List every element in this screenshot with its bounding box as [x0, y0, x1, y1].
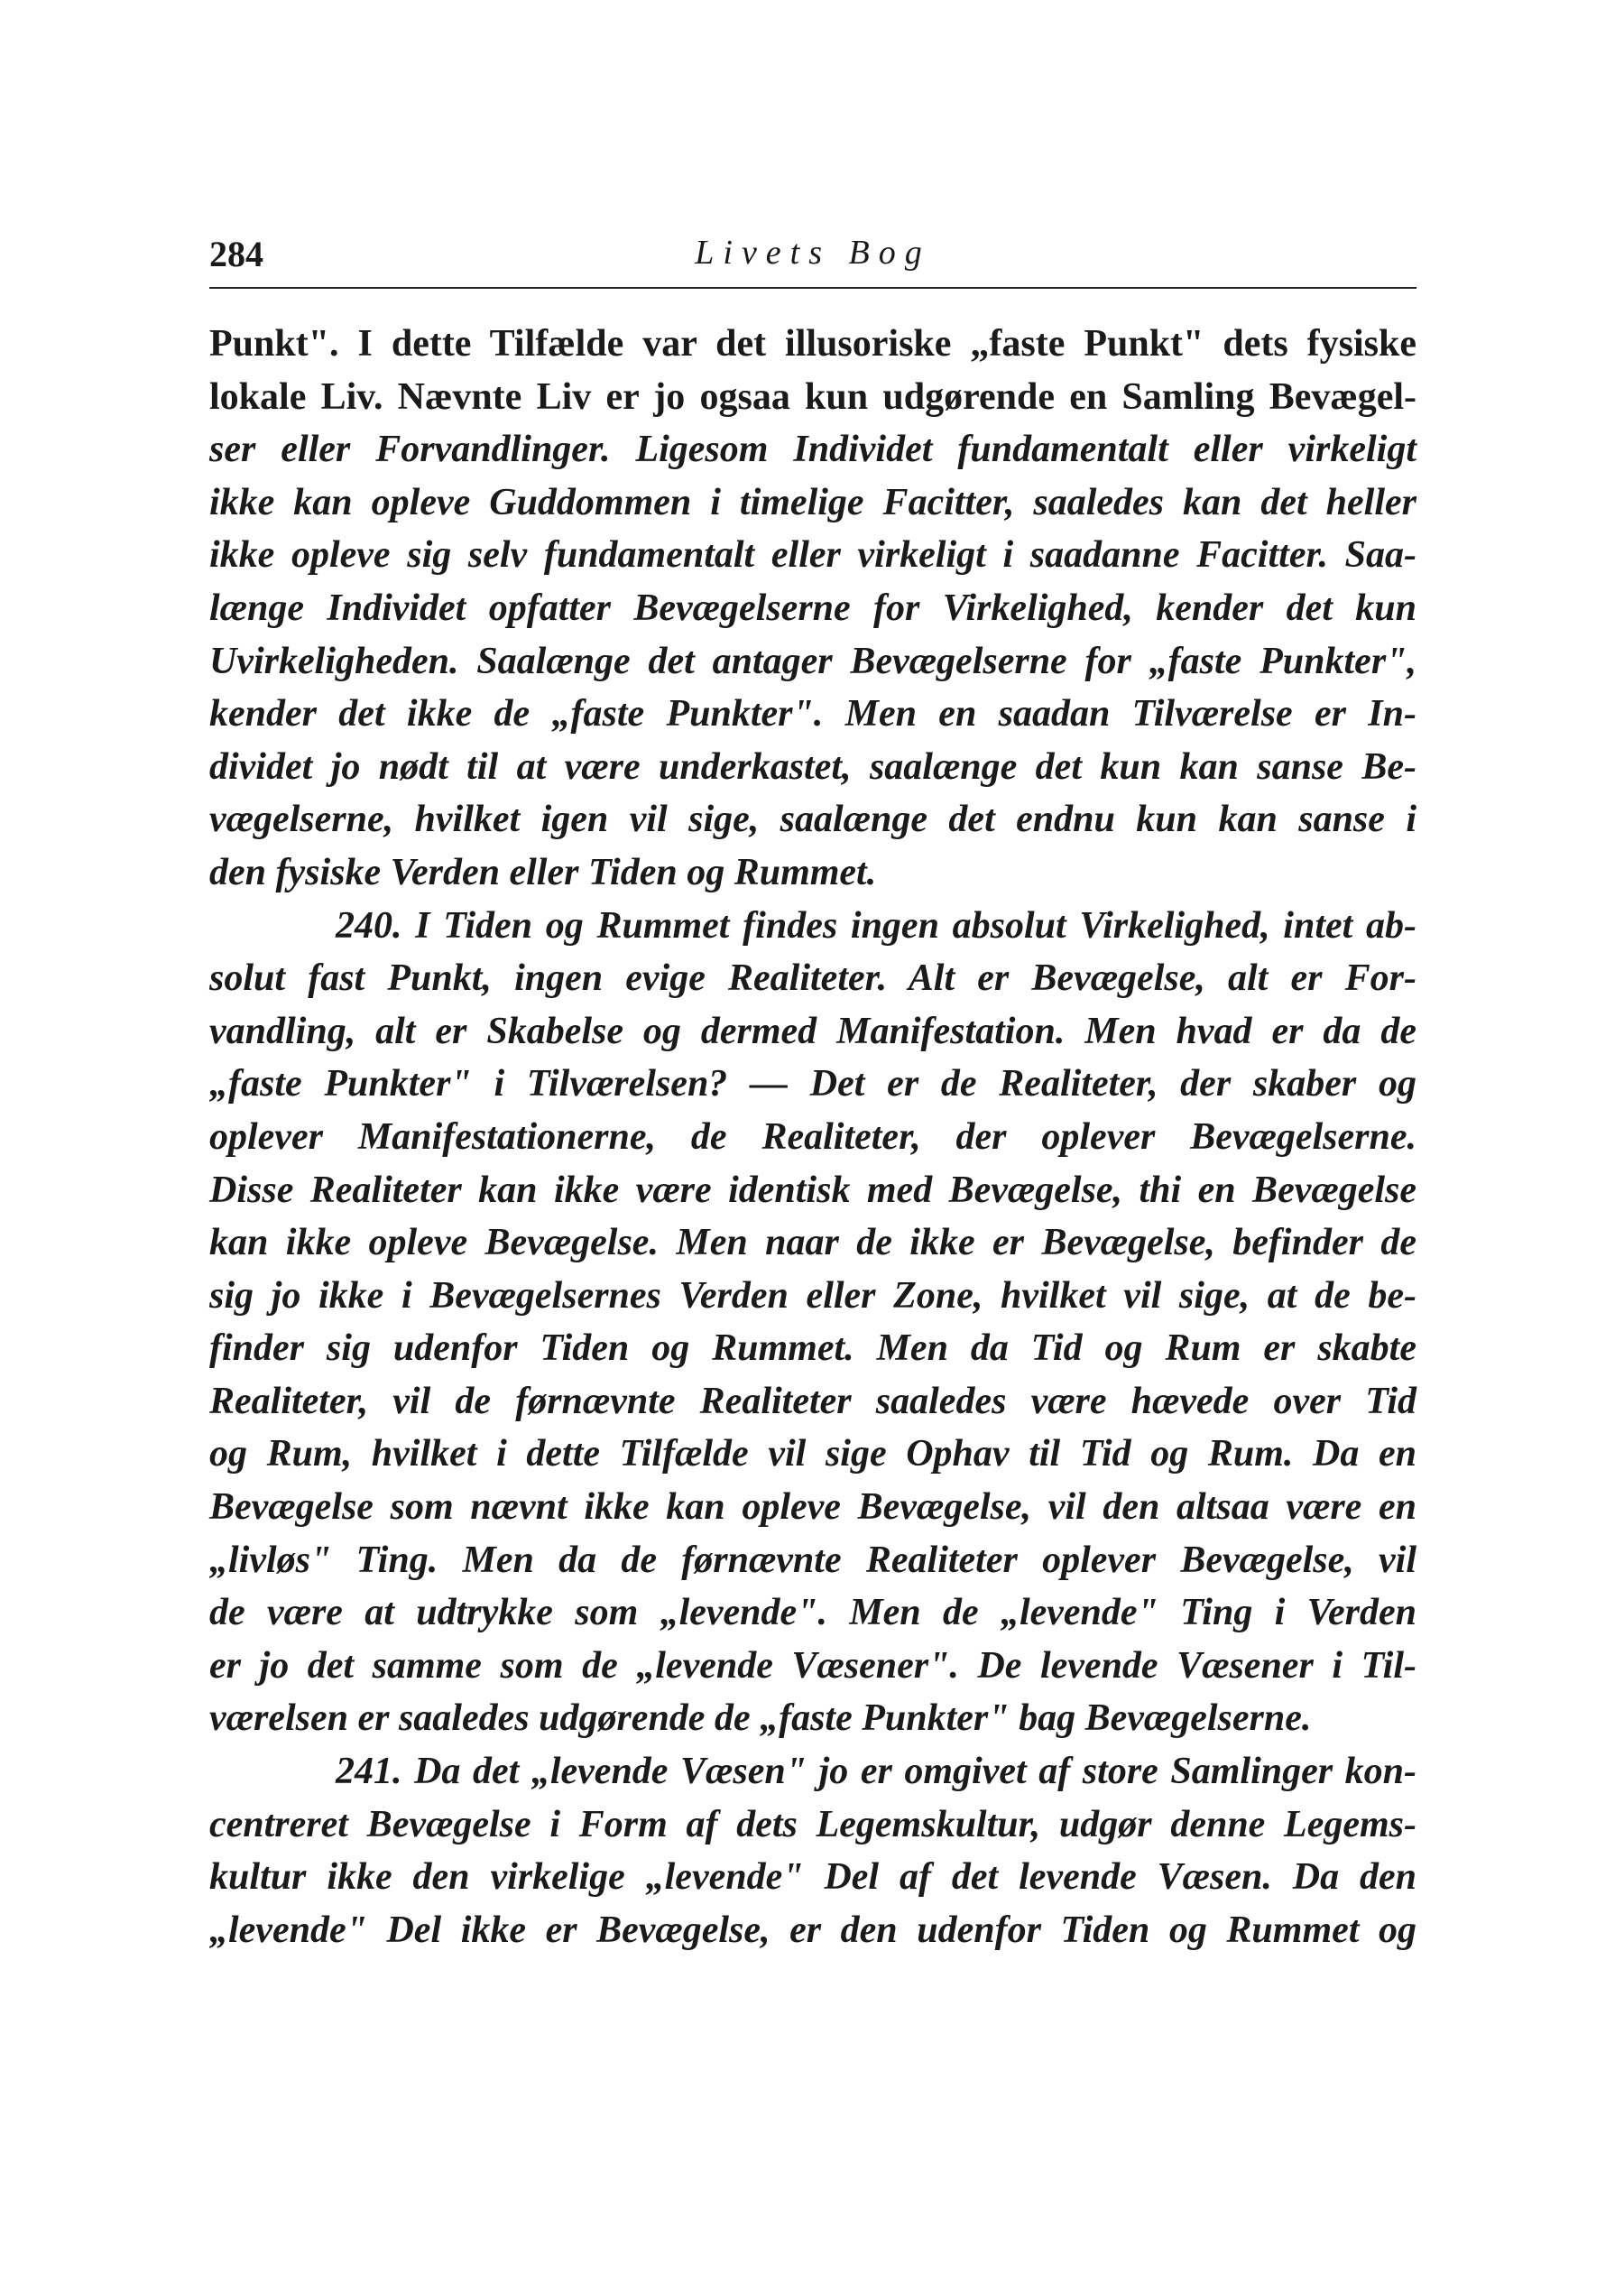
text-line: den fysiske Verden eller Tiden og Rummet.	[209, 851, 877, 893]
text-line: „faste Punkter" i Tilværelsen? — Det er de Realiteter, der skaber og	[209, 1063, 1416, 1105]
page-header	[209, 233, 1416, 289]
body-text	[209, 318, 1416, 1956]
text-line: længe Individet opfatter Bevægelserne for Virkelighed, kender det kun	[209, 587, 1416, 629]
text-line: dividet jo nødt til at være underkastet, saalænge det kun kan sanse Be-	[209, 745, 1416, 788]
text-line: Punkt". I dette Tilfælde var det illusoriske „faste Punkt" dets fysiske	[209, 323, 1416, 365]
text-line: værelsen er saaledes udgørende de „faste Punkter" bag Bevægelserne.	[209, 1697, 1312, 1740]
text-line: ser eller Forvandlinger. Ligesom Individet fundamentalt eller virkeligt	[209, 429, 1416, 471]
text-line: ikke opleve sig selv fundamentalt eller virkeligt i saadanne Facitter. Saa-	[209, 534, 1416, 577]
text-line: og Rum, hvilket i dette Tilfælde vil sige Ophav til Tid og Rum. Da en	[209, 1433, 1416, 1475]
page-number: 284	[209, 234, 263, 274]
text-line: ikke kan opleve Guddommen i timelige Facitter, saaledes kan det heller	[209, 481, 1416, 523]
text-line: Uvirkeligheden. Saalænge det antager Bevægelserne for „faste Punkter",	[209, 640, 1416, 682]
text-line: solut fast Punkt, ingen evige Realiteter. Alt er Bevægelse, alt er For-	[209, 957, 1416, 1000]
text-line: oplever Manifestationerne, de Realiteter, der oplever Bevægelserne.	[209, 1115, 1416, 1158]
text-line: centreret Bevægelse i Form af dets Legemskultur, udgør denne Legems-	[209, 1803, 1416, 1845]
text-line: vægelserne, hvilket igen vil sige, saalænge det endnu kun kan sanse i	[209, 799, 1416, 841]
text-line: „livløs" Ting. Men da de førnævnte Realiteter oplever Bevægelse, vil	[209, 1539, 1416, 1581]
text-line: kultur ikke den virkelige „levende" Del af det levende Væsen. Da den	[209, 1856, 1416, 1899]
text-line: vandling, alt er Skabelse og dermed Manifestation. Men hvad er da de	[209, 1010, 1416, 1052]
text-line: Realiteter, vil de førnævnte Realiteter saaledes være hævede over Tid	[209, 1380, 1416, 1422]
text-line: sig jo ikke i Bevægelsernes Verden eller Zone, hvilket vil sige, at de be-	[209, 1274, 1416, 1317]
text-line: Bevægelse som nævnt ikke kan opleve Bevægelse, vil den altsaa være en	[209, 1486, 1416, 1529]
text-line: kan ikke opleve Bevægelse. Men naar de ikke er Bevægelse, befinder de	[209, 1222, 1416, 1264]
text-line: 240. I Tiden og Rummet findes ingen absolut Virkelighed, intet ab-	[336, 904, 1416, 947]
text-line: finder sig udenfor Tiden og Rummet. Men da Tid og Rum er skabte	[209, 1327, 1416, 1370]
text-line: 241. Da det „levende Væsen" jo er omgivet af store Samlinger kon-	[336, 1751, 1416, 1793]
text-line: de være at udtrykke som „levende". Men de „levende" Ting i Verden	[209, 1592, 1416, 1634]
text-line: er jo det samme som de „levende Væsener". De levende Væsener i Til-	[209, 1644, 1416, 1687]
text-line: lokale Liv. Nævnte Liv er jo ogsaa kun udgørende en Samling Bevægel-	[209, 375, 1416, 418]
text-line: Disse Realiteter kan ikke være identisk med Bevægelse, thi en Bevægelse	[209, 1169, 1416, 1211]
text-line: „levende" Del ikke er Bevægelse, er den udenfor Tiden og Rummet og	[209, 1909, 1416, 1951]
running-title: Livets Bog	[695, 234, 931, 272]
text-line: kender det ikke de „faste Punkter". Men en saadan Tilværelse er In-	[209, 693, 1416, 735]
